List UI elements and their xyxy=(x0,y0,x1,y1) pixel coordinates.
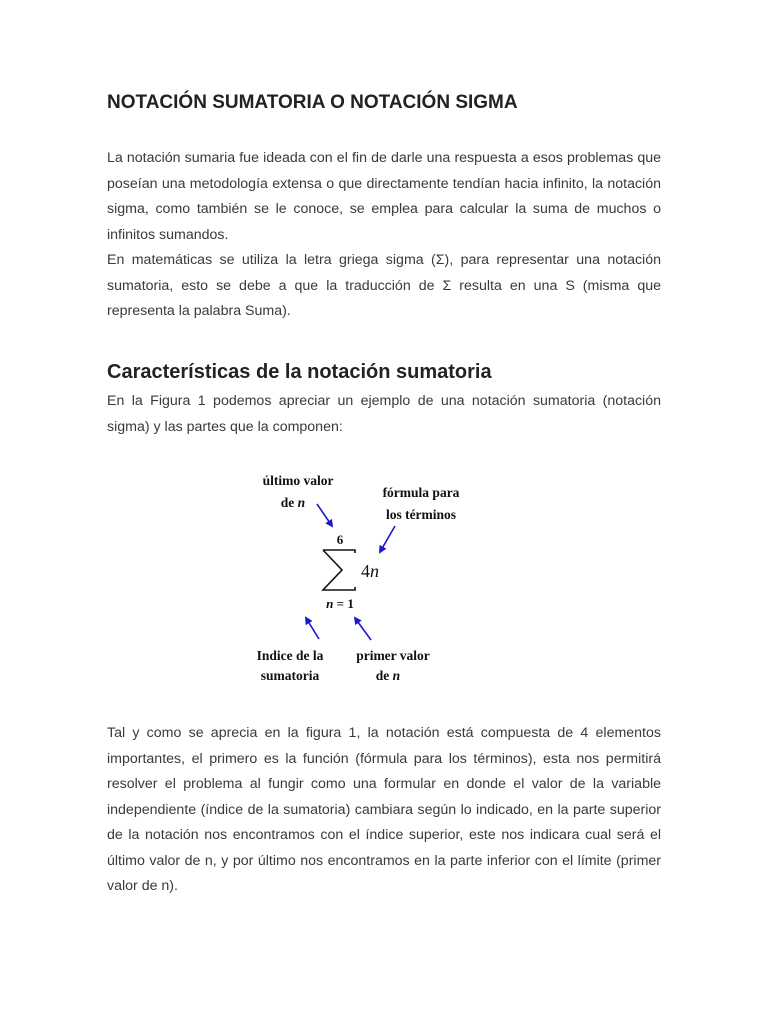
intro-paragraph: La notación sumaria fue ideada con el fin de darle una respuesta a esos problemas que poseían una metodología extensa o que directamente tendían hacia infinito, la notación sigma, como también se le conoce, se emplea para calcular la suma de muchos o infinitos sumandos. xyxy=(107,150,661,243)
label-formula-line2: los términos xyxy=(385,507,457,522)
term-coefficient: 4 xyxy=(361,561,370,581)
label-first-value-var: n xyxy=(392,668,401,683)
label-last-value-line1: último valor xyxy=(262,473,334,488)
explanation-paragraph: Tal y como se aprecia en la figura 1, la notación está compuesta de 4 elementos importantes, el primero es la función (fórmula para los términos), esta nos permitirá resolver el problema al fungir como una formular en donde el valor de la variable independiente (índice de la sumatoria) cambiara según lo indicado, en la parte superior de la notación nos encontramos con el índice superior, este nos indicara cual será el último valor de n, y por último nos encontramos en la parte inferior con el límite (primer valor de n). xyxy=(107,725,661,894)
summation-term xyxy=(361,561,379,581)
sigma-symbol xyxy=(323,550,355,590)
label-formula-line1: fórmula para xyxy=(382,485,460,500)
summation-figure xyxy=(245,466,485,692)
arrow-last-value xyxy=(317,504,332,526)
label-first-value-prefix: de xyxy=(375,668,393,683)
label-first-value-line1: primer valor xyxy=(356,648,430,663)
label-last-value-var: n xyxy=(297,495,306,510)
summation-diagram xyxy=(245,466,485,692)
term-variable: n xyxy=(370,561,379,581)
lower-limit-var: n xyxy=(326,596,334,611)
section-heading: Características de la notación sumatoria xyxy=(107,361,492,383)
document-title: NOTACIÓN SUMATORIA O NOTACIÓN SIGMA xyxy=(107,92,518,113)
lower-limit xyxy=(326,596,354,611)
arrow-index xyxy=(306,618,319,639)
arrow-formula xyxy=(380,526,395,552)
lower-limit-value: = 1 xyxy=(333,596,354,611)
label-last-value-line2 xyxy=(281,495,305,510)
label-first-value-line2 xyxy=(376,668,400,683)
label-index-line1: Indice de la xyxy=(256,648,324,663)
figure-intro-paragraph: En la Figura 1 podemos apreciar un ejemplo de una notación sumatoria (notación sigma) y las partes que la componen: xyxy=(107,393,661,435)
label-index-line2: sumatoria xyxy=(260,668,320,683)
arrow-first-value xyxy=(355,618,371,640)
label-last-value-prefix: de xyxy=(280,495,298,510)
sigma-paragraph: En matemáticas se utiliza la letra griega sigma (Σ), para representar una notación sumatoria, esto se debe a que la traducción de Σ resulta en una S (misma que representa la palabra Suma). xyxy=(107,252,661,319)
upper-limit: 6 xyxy=(336,532,344,547)
